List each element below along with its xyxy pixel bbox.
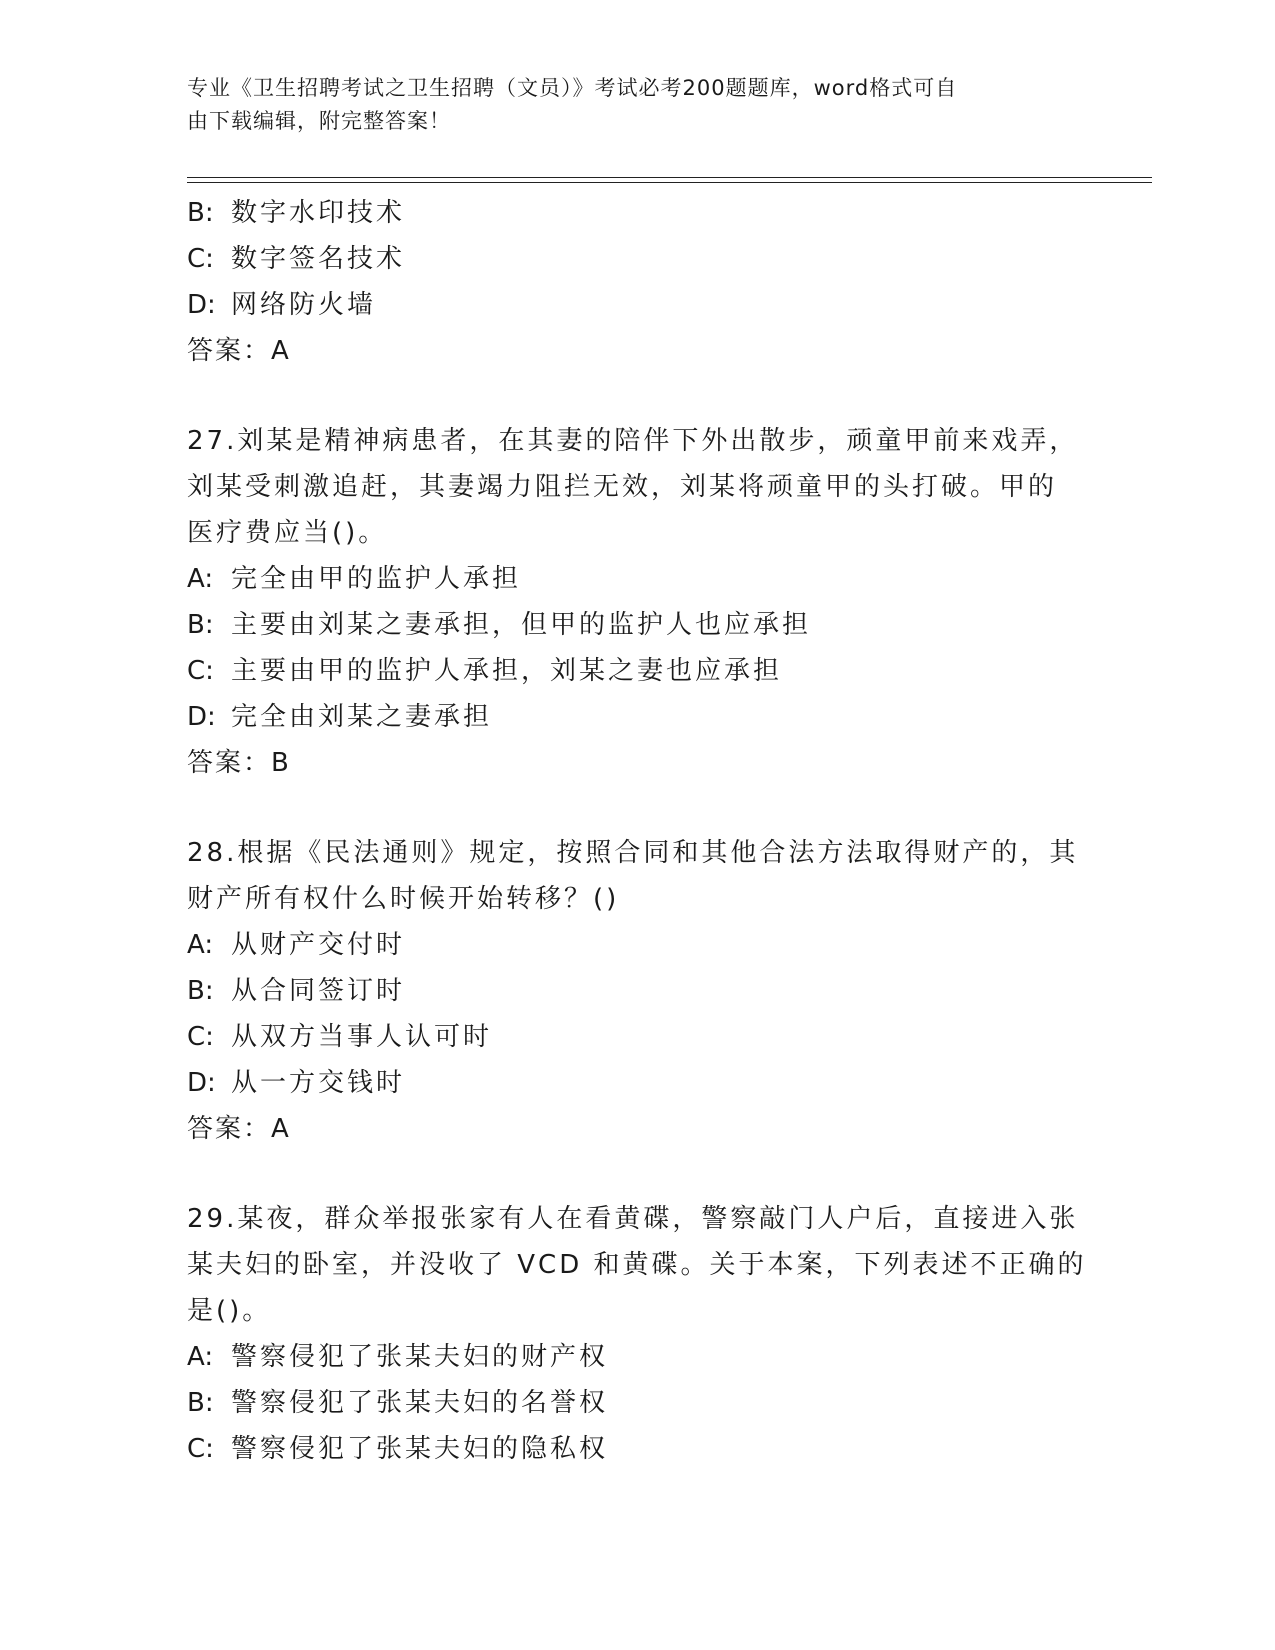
header-line-1: 专业《卫生招聘考试之卫生招聘（文员）》考试必考200题题库，word格式可自	[187, 76, 958, 100]
option-text: 主要由刘某之妻承担，但甲的监护人也应承担	[231, 610, 812, 640]
option-text: 从财产交付时	[231, 930, 406, 960]
option-a	[187, 922, 1087, 968]
header-line-2: 由下载编辑，附完整答案！	[187, 109, 451, 133]
option-letter: A:	[187, 930, 214, 960]
header-divider-top	[187, 177, 1152, 178]
option-b	[187, 1380, 1087, 1426]
document-header	[187, 72, 1087, 138]
option-c	[187, 236, 1087, 282]
option-letter: B:	[187, 1388, 214, 1418]
option-letter: D:	[187, 290, 216, 320]
document-body	[187, 190, 1087, 1472]
question-text-line: 某夫妇的卧室，并没收了 VCD 和黄碟。关于本案，下列表述不正确的	[187, 1250, 1087, 1280]
option-a	[187, 1334, 1087, 1380]
answer-value: A	[271, 336, 289, 366]
option-letter: B:	[187, 976, 214, 1006]
option-d	[187, 694, 1087, 740]
option-c	[187, 1014, 1087, 1060]
option-d	[187, 282, 1087, 328]
answer-line	[187, 328, 1087, 374]
option-text: 警察侵犯了张某夫妇的隐私权	[231, 1434, 609, 1464]
option-text: 主要由甲的监护人承担，刘某之妻也应承担	[231, 656, 783, 686]
question-text-line: 28.根据《民法通则》规定，按照合同和其他合法方法取得财产的，其	[187, 838, 1079, 868]
option-letter: A:	[187, 1342, 214, 1372]
option-c	[187, 648, 1087, 694]
question-text-line: 医疗费应当()。	[187, 518, 388, 548]
option-text: 数字水印技术	[231, 198, 406, 228]
header-divider-bottom	[187, 182, 1152, 183]
option-letter: C:	[187, 244, 214, 274]
option-text: 从一方交钱时	[231, 1068, 406, 1098]
option-letter: C:	[187, 1022, 214, 1052]
option-text: 警察侵犯了张某夫妇的财产权	[231, 1342, 609, 1372]
question-text-line: 是()。	[187, 1296, 272, 1326]
option-text: 完全由甲的监护人承担	[231, 564, 522, 594]
option-text: 警察侵犯了张某夫妇的名誉权	[231, 1388, 609, 1418]
option-b	[187, 190, 1087, 236]
option-letter: C:	[187, 1434, 214, 1464]
option-letter: A:	[187, 564, 214, 594]
option-text: 从合同签订时	[231, 976, 406, 1006]
option-text: 完全由刘某之妻承担	[231, 702, 493, 732]
answer-label: 答案：	[187, 748, 272, 778]
option-text: 从双方当事人认可时	[231, 1022, 493, 1052]
question-text-line: 29.某夜，群众举报张家有人在看黄碟，警察敲门人户后，直接进入张	[187, 1204, 1079, 1234]
option-b	[187, 602, 1087, 648]
answer-line	[187, 1106, 1087, 1152]
option-letter: B:	[187, 610, 214, 640]
question-28	[187, 830, 1087, 1152]
option-letter: C:	[187, 656, 214, 686]
option-letter: D:	[187, 702, 216, 732]
question-29	[187, 1196, 1087, 1472]
answer-line	[187, 740, 1087, 786]
answer-label: 答案：	[187, 1114, 272, 1144]
option-c	[187, 1426, 1087, 1472]
question-26-options	[187, 190, 1087, 374]
question-27	[187, 418, 1087, 786]
option-b	[187, 968, 1087, 1014]
question-text-line: 27.刘某是精神病患者，在其妻的陪伴下外出散步，顽童甲前来戏弄，	[187, 426, 1079, 456]
option-a	[187, 556, 1087, 602]
option-text: 数字签名技术	[231, 244, 406, 274]
question-text-line: 财产所有权什么时候开始转移？()	[187, 884, 620, 914]
answer-value: A	[271, 1114, 289, 1144]
option-letter: B:	[187, 198, 214, 228]
answer-value: B	[271, 748, 289, 778]
option-text: 网络防火墙	[231, 290, 377, 320]
option-d	[187, 1060, 1087, 1106]
answer-label: 答案：	[187, 336, 272, 366]
question-text-line: 刘某受刺激追赶，其妻竭力阻拦无效，刘某将顽童甲的头打破。甲的	[187, 472, 1058, 502]
option-letter: D:	[187, 1068, 216, 1098]
